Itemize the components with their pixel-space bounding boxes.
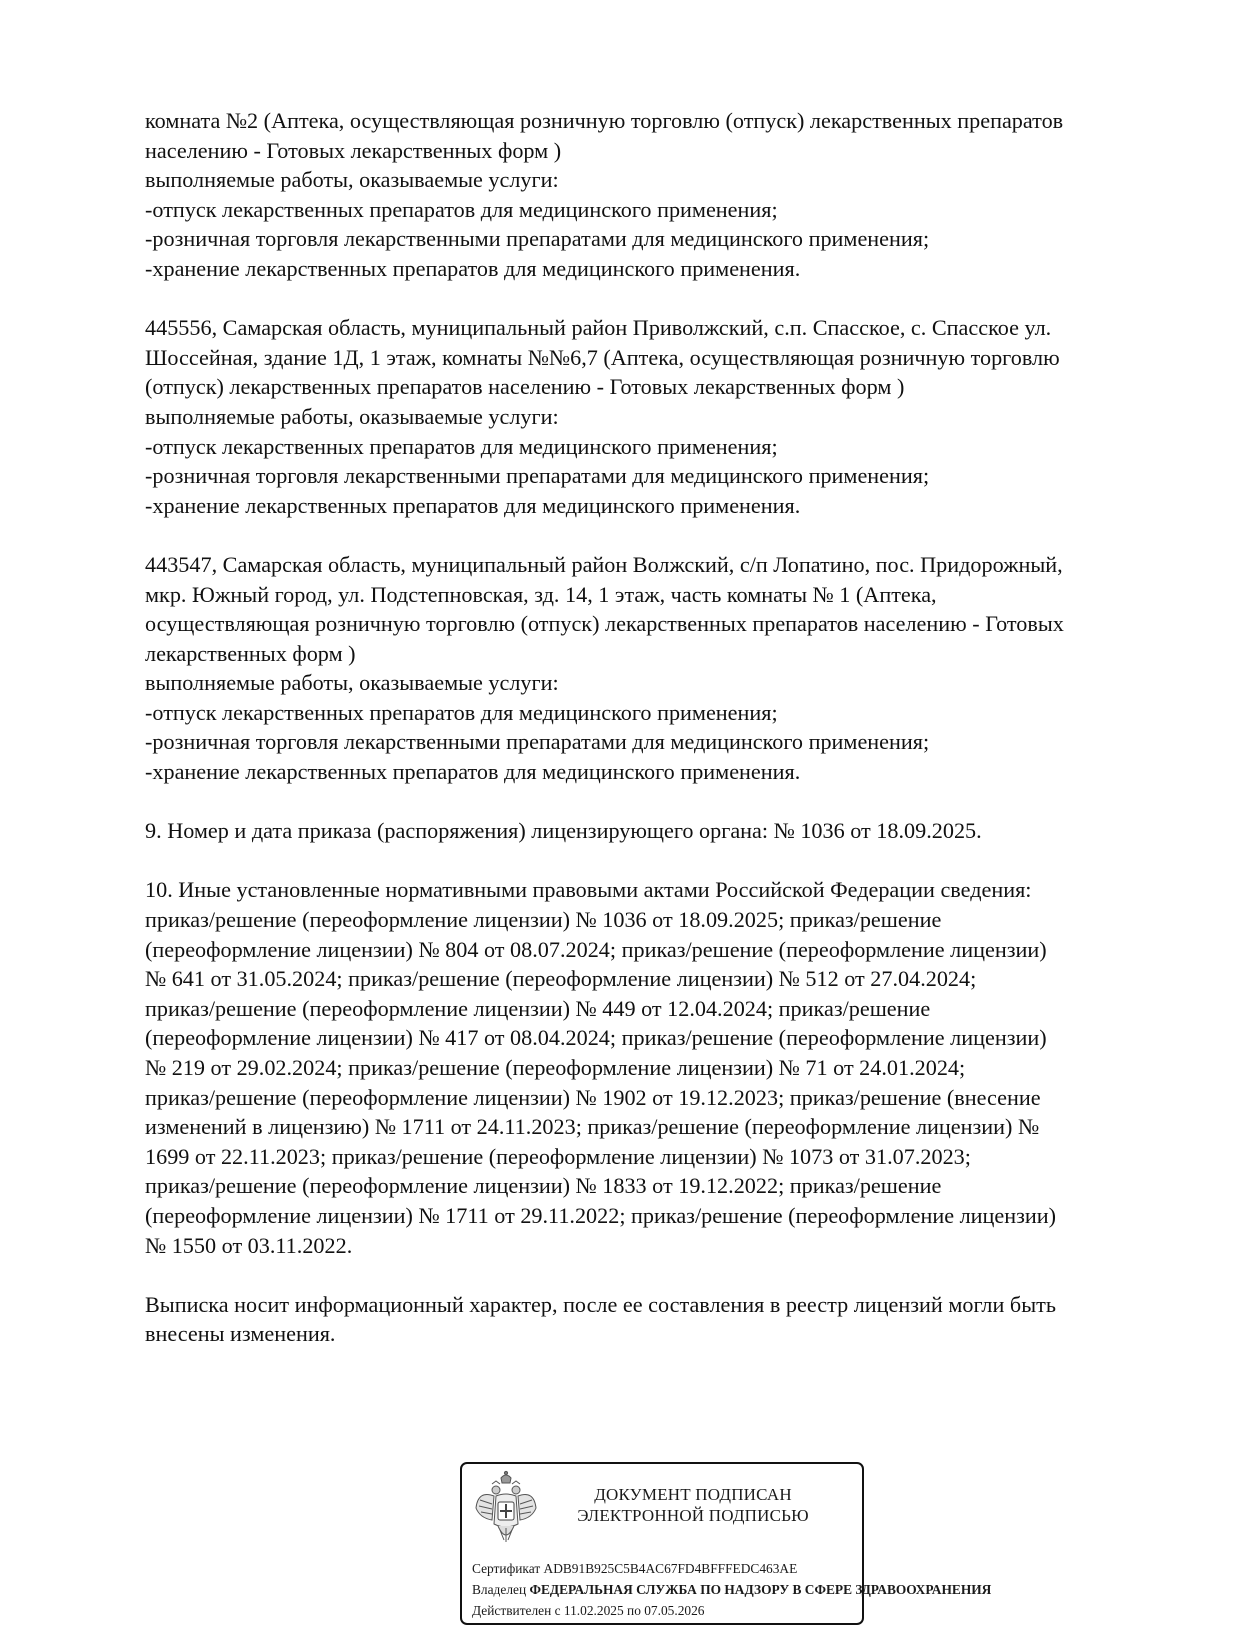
text-line: -хранение лекарственных препаратов для медицинского применения. [145, 255, 801, 281]
electronic-signature-stamp [460, 1462, 992, 1625]
text-line: (переоформление лицензии) № 1711 от 29.11.2022; приказ/решение (переоформление лицензии) [145, 1202, 1057, 1228]
text-line: (переоформление лицензии) № 804 от 08.07.2024; приказ/решение (переоформление лицензии) [145, 936, 1047, 962]
license-address-block-3 [145, 550, 1165, 787]
text-line: -хранение лекарственных препаратов для медицинского применения. [145, 759, 801, 785]
text-line: -розничная торговля лекарственными препаратами для медицинского применения; [145, 729, 930, 755]
text-line: 445556, Самарская область, муниципальный район Приволжский, с.п. Спасское, с. Спасское ул. [145, 315, 1052, 341]
section-9-order-number [145, 816, 1165, 846]
stamp-title-line-1: ДОКУМЕНТ ПОДПИСАН [594, 1485, 792, 1504]
text-line: -хранение лекарственных препаратов для медицинского применения. [145, 492, 801, 518]
text-line: 10. Иные установленные нормативными правовыми актами Российской Федерации сведения: [145, 877, 1032, 903]
text-line: комната №2 (Аптека, осуществляющая розничную торговлю (отпуск) лекарственных препаратов [145, 108, 1064, 133]
text-line: осуществляющая розничную торговлю (отпуск) лекарственных препаратов населению - Готовых [145, 611, 1064, 637]
text-line: № 1550 от 03.11.2022. [145, 1232, 353, 1258]
text-line: -розничная торговля лекарственными препаратами для медицинского применения; [145, 226, 930, 252]
text-line: № 219 от 29.02.2024; приказ/решение (переоформление лицензии) № 71 от 24.01.2024; [145, 1055, 966, 1080]
text-line: приказ/решение (переоформление лицензии) № 449 от 12.04.2024; приказ/решение [145, 995, 931, 1021]
text-line: лекарственных форм ) [145, 640, 356, 666]
stamp-title-line-2: ЭЛЕКТРОННОЙ ПОДПИСЬЮ [577, 1506, 809, 1525]
text-line: приказ/решение (переоформление лицензии) № 1833 от 19.12.2022; приказ/решение [145, 1173, 942, 1199]
license-address-block-1 [145, 106, 1165, 284]
text-line: (переоформление лицензии) № 417 от 08.04.2024; приказ/решение (переоформление лицензии) [145, 1025, 1047, 1051]
certificate-value: ADB91B925C5B4AC67FD4BFFFEDC463AE [543, 1561, 798, 1576]
owner-row [472, 1579, 991, 1600]
text-line: -розничная торговля лекарственными препаратами для медицинского применения; [145, 463, 930, 489]
license-address-block-2 [145, 313, 1165, 520]
certificate-row [472, 1558, 991, 1579]
text-line: приказ/решение (переоформление лицензии) № 1902 от 19.12.2023; приказ/решение (внесение [145, 1084, 1041, 1110]
text-line: приказ/решение (переоформление лицензии) № 1036 от 18.09.2025; приказ/решение [145, 907, 942, 933]
text-line: -отпуск лекарственных препаратов для медицинского применения; [145, 196, 778, 222]
text-line: мкр. Южный город, ул. Подстепновская, зд. 14, 1 этаж, часть комнаты № 1 (Аптека, [145, 581, 937, 607]
certificate-label: Сертификат [472, 1561, 541, 1576]
text-line: (отпуск) лекарственных препаратов населению - Готовых лекарственных форм ) [145, 374, 905, 400]
text-line: населению - Готовых лекарственных форм ) [145, 137, 562, 163]
document-page [145, 106, 1165, 1379]
text-line: № 641 от 31.05.2024; приказ/решение (переоформление лицензии) № 512 от 27.04.2024; [145, 966, 977, 992]
text-line: выполняемые работы, оказываемые услуги: [145, 403, 559, 429]
text-line: -отпуск лекарственных препаратов для медицинского применения; [145, 699, 778, 725]
text-line: выполняемые работы, оказываемые услуги: [145, 167, 559, 193]
validity-row: Действителен с 11.02.2025 по 07.05.2026 [472, 1603, 705, 1618]
disclaimer-paragraph [145, 1290, 1165, 1349]
section-10-other-info [145, 875, 1165, 1260]
text-line: внесены изменения. [145, 1321, 336, 1347]
owner-label: Владелец [472, 1582, 527, 1597]
russian-coat-of-arms-icon [474, 1470, 538, 1546]
owner-value: ФЕДЕРАЛЬНАЯ СЛУЖБА ПО НАДЗОРУ В СФЕРЕ ЗДРАВООХРАНЕНИЯ [529, 1582, 992, 1597]
text-line: -отпуск лекарственных препаратов для медицинского применения; [145, 433, 778, 459]
text-line: изменений в лицензию) № 1711 от 24.11.2023; приказ/решение (переоформление лицензии) № [145, 1114, 1040, 1140]
text-line: выполняемые работы, оказываемые услуги: [145, 670, 559, 696]
text-line: 9. Номер и дата приказа (распоряжения) лицензирующего органа: № 1036 от 18.09.2025. [145, 818, 982, 844]
stamp-title [558, 1484, 828, 1526]
text-line: Выписка носит информационный характер, после ее составления в реестр лицензий могли быть [145, 1291, 1056, 1317]
stamp-details [472, 1558, 991, 1621]
text-line: Шоссейная, здание 1Д, 1 этаж, комнаты №№6,7 (Аптека, осуществляющая розничную торговлю [145, 344, 1060, 370]
text-line: 443547, Самарская область, муниципальный район Волжский, с/п Лопатино, пос. Придорожный, [145, 551, 1063, 577]
text-line: 1699 от 22.11.2023; приказ/решение (переоформление лицензии) № 1073 от 31.07.2023; [145, 1143, 971, 1169]
